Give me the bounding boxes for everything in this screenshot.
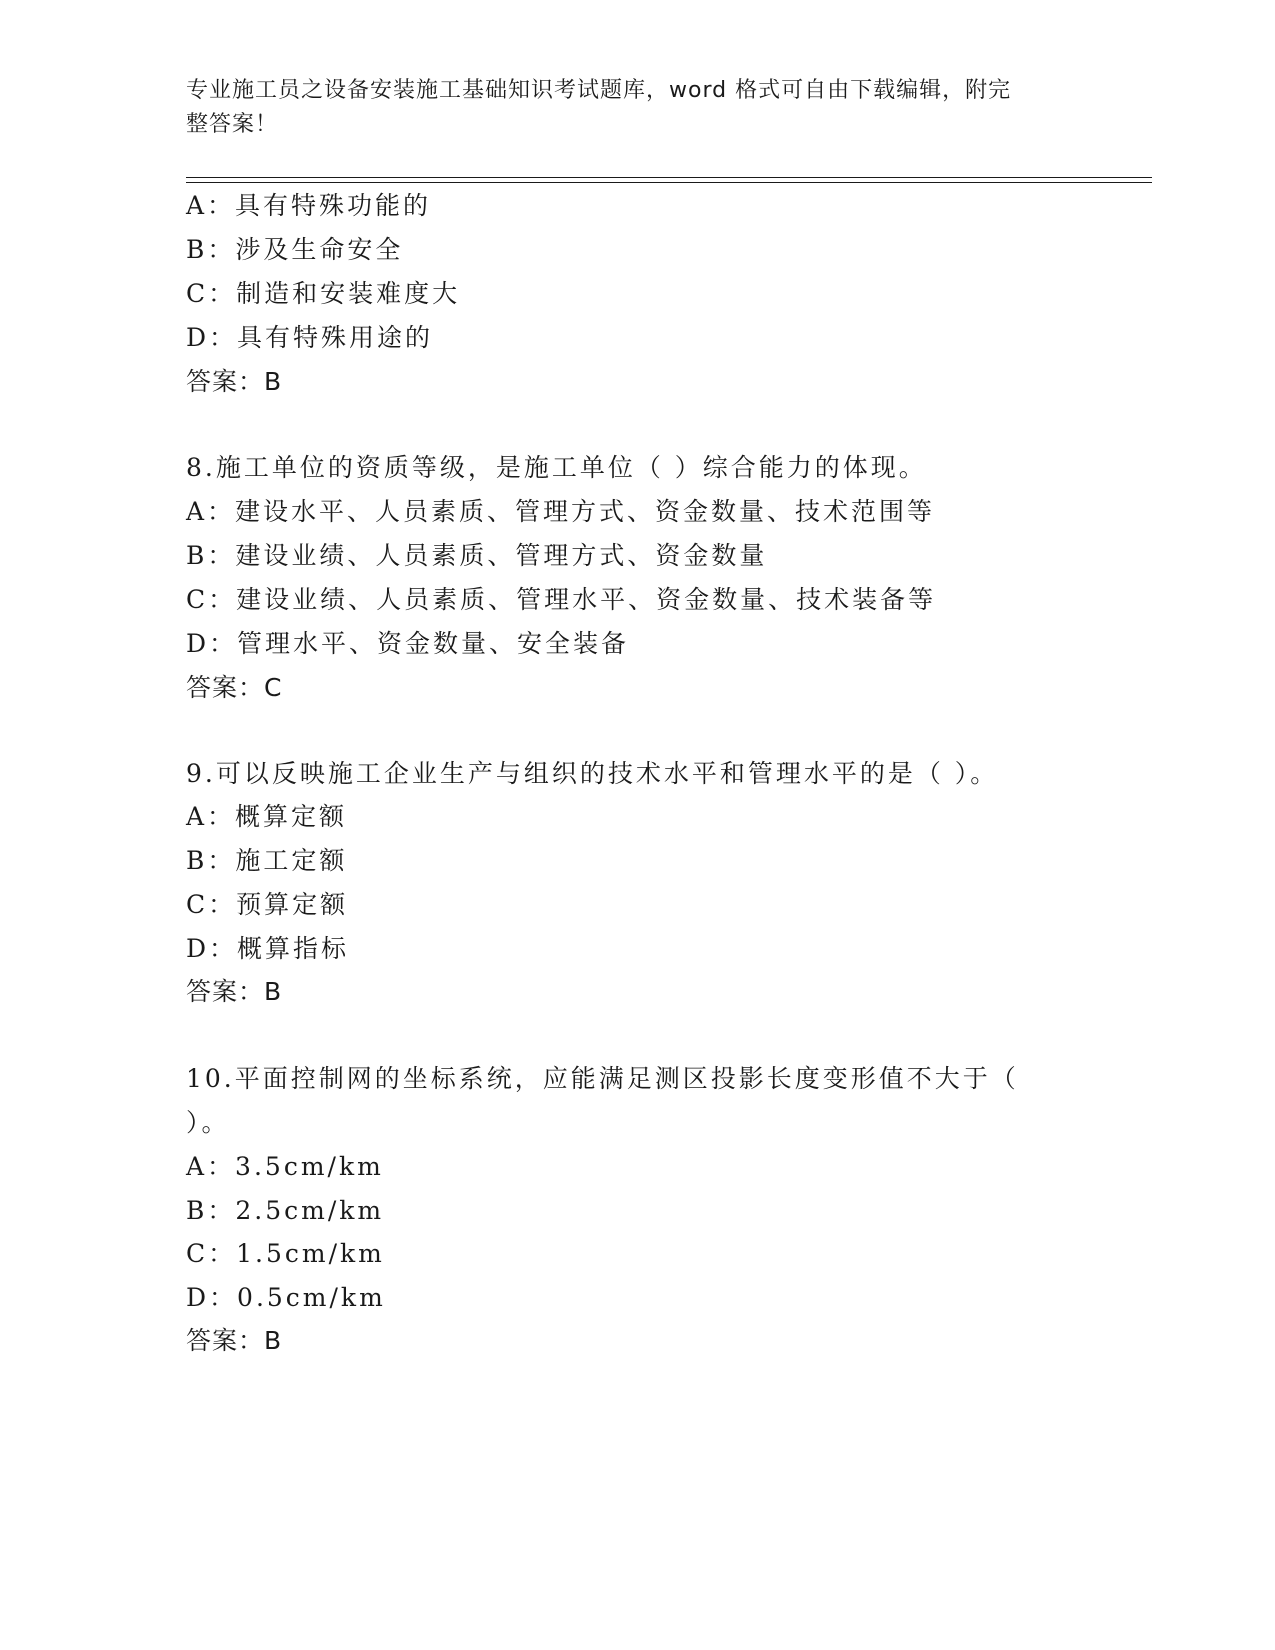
q9-option-c: C：预算定额 <box>186 890 349 919</box>
q10-option-b: B：2.5cm/km <box>186 1196 385 1225</box>
q10-answer: 答案：B <box>186 1326 283 1355</box>
q9-option-a: A：概算定额 <box>186 802 348 831</box>
q8-option-b: B：建设业绩、人员素质、管理方式、资金数量 <box>186 541 768 570</box>
q10-stem-line-1: 10.平面控制网的坐标系统，应能满足测区投影长度变形值不大于（ <box>186 1064 1019 1093</box>
q8-option-c: C：建设业绩、人员素质、管理水平、资金数量、技术装备等 <box>186 585 937 614</box>
q9-answer: 答案：B <box>186 977 283 1006</box>
q8-stem: 8.施工单位的资质等级，是施工单位（ ）综合能力的体现。 <box>186 453 927 482</box>
q8-answer: 答案：C <box>186 673 283 702</box>
q9-option-b: B：施工定额 <box>186 846 348 875</box>
header-divider-bottom <box>186 182 1152 183</box>
header-line-2: 整答案！ <box>186 112 279 137</box>
q10-stem-line-2: ）。 <box>186 1108 230 1137</box>
q8-option-d: D：管理水平、资金数量、安全装备 <box>186 629 630 658</box>
q7-option-b: B：涉及生命安全 <box>186 235 404 264</box>
q10-option-d: D：0.5cm/km <box>186 1283 386 1312</box>
q9-option-d: D：概算指标 <box>186 934 350 963</box>
q7-option-d: D：具有特殊用途的 <box>186 323 434 352</box>
header-divider-top <box>186 177 1152 178</box>
q9-stem: 9.可以反映施工企业生产与组织的技术水平和管理水平的是（ ）。 <box>186 759 999 788</box>
q7-answer: 答案：B <box>186 367 283 396</box>
q10-option-c: C：1.5cm/km <box>186 1239 385 1268</box>
q7-option-c: C：制造和安装难度大 <box>186 279 461 308</box>
q7-option-a: A：具有特殊功能的 <box>186 191 432 220</box>
header-line-1: 专业施工员之设备安装施工基础知识考试题库，word 格式可自由下载编辑，附完 <box>186 78 1012 103</box>
document-header <box>186 74 1066 142</box>
q8-option-a: A：建设水平、人员素质、管理方式、资金数量、技术范围等 <box>186 497 936 526</box>
q10-option-a: A：3.5cm/km <box>186 1152 384 1181</box>
